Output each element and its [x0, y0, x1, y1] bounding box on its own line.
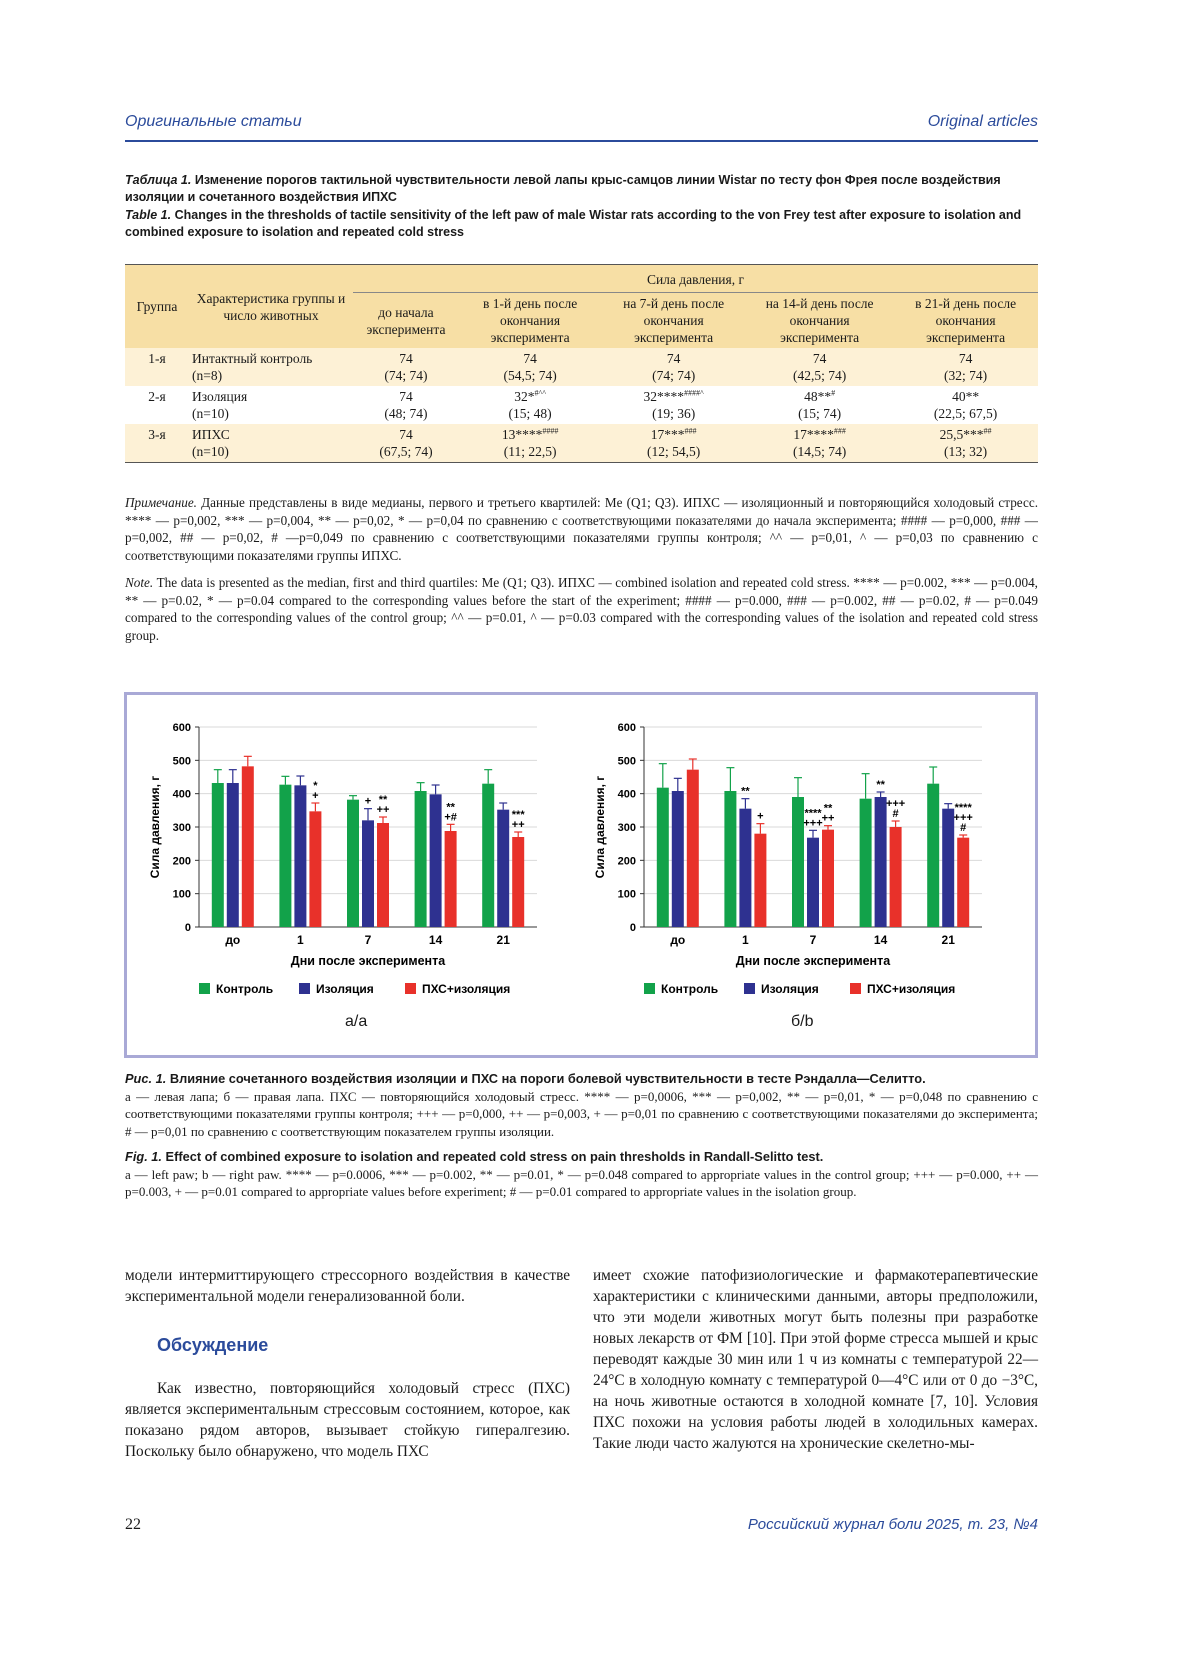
- x-tick-label: 1: [742, 933, 749, 947]
- significance-mark: +++: [953, 812, 973, 824]
- cell-value: [746, 348, 893, 386]
- median: 74: [399, 427, 413, 442]
- cell-characteristic: [189, 424, 353, 463]
- x-tick-label: до: [670, 933, 686, 947]
- significance-mark: +++: [803, 817, 823, 830]
- x-axis-label: Дни после эксперимента: [290, 954, 446, 968]
- bar: [512, 837, 524, 927]
- group-n: (n=10): [192, 444, 229, 459]
- bar: [672, 791, 684, 927]
- paragraph: Как известно, повторяющийся холодовый стресс (ПХС) является экспериментальным стрессовым состоянием, которое, как показано рядом авторов, вызывает стойкую гипералгезию. Поскольку было обнаружено, что модель ПХС: [125, 1380, 570, 1460]
- bar: [687, 770, 699, 927]
- table-row: [125, 386, 1038, 424]
- significance-mark: +: [364, 795, 372, 808]
- significance-mark: ***: [511, 809, 525, 821]
- cell-value: [353, 424, 459, 463]
- legend-label: Контроль: [216, 982, 274, 996]
- x-tick-label: до: [225, 933, 241, 947]
- bar: [377, 823, 389, 927]
- significance-mark: **: [876, 779, 885, 791]
- body-column-left: [125, 1265, 570, 1462]
- quartiles: (67,5; 74): [379, 444, 433, 459]
- y-tick-label: 600: [172, 722, 191, 734]
- bar: [957, 838, 969, 927]
- bar: [807, 838, 819, 927]
- bar: [347, 800, 359, 927]
- panel-label-b: б/b: [791, 1013, 814, 1030]
- y-axis-label: Сила давления, г: [593, 775, 607, 879]
- bar: [482, 784, 494, 927]
- cell-value: [459, 424, 601, 463]
- x-tick-label: 7: [364, 933, 372, 947]
- median: 48**: [804, 389, 832, 404]
- significance-mark: **: [823, 802, 833, 815]
- bar: [657, 788, 669, 927]
- significance-mark: ++: [821, 812, 835, 825]
- significance-mark: ++: [511, 819, 525, 831]
- figure-caption-ru: Рис. 1. Влияние сочетанного воздействия изоляции и ПХС на пороги болевой чувствительности в тесте Рэндалла—Селитто. а — левая лапа; б — правая лапа. ПХС — повторяющийся холодовый стресс. **** — p=0,0006, *** — p=0,002, ** — p=0,01, * — p=0,048 по сравнению с соответствующими показателями группы контроля; +++ — p=0,000, ++ — p=0,003, + — p=0,01 по сравнению с соответствующими показателями до эксперимента; # — p=0,01 по сравнению с соответствующим показателем группы изоляции.: [125, 1071, 1038, 1139]
- group-name: Изоляция: [192, 389, 248, 404]
- th-sub: до начала эксперимента: [366, 304, 446, 337]
- median: 74: [399, 389, 413, 404]
- bar: [294, 785, 306, 927]
- cell-characteristic: [189, 348, 353, 386]
- bar: [445, 831, 457, 927]
- th-characteristic: Характеристика группы и число животных: [196, 290, 346, 323]
- legend-swatch: [199, 983, 210, 994]
- significance-mark: *: [313, 780, 318, 792]
- sig-mark: #^^: [534, 388, 546, 398]
- quartiles: (74; 74): [384, 368, 428, 383]
- x-tick-label: 14: [428, 933, 443, 947]
- median: 25,5***: [939, 427, 984, 442]
- legend-swatch: [644, 983, 655, 994]
- th-sub: на 14-й день после окончания эксперимента: [765, 296, 874, 345]
- bar: [860, 799, 872, 927]
- y-tick-label: 200: [172, 855, 191, 868]
- significance-mark: **: [741, 785, 750, 798]
- quartiles: (48; 74): [384, 406, 428, 421]
- x-tick-label: 14: [873, 933, 888, 947]
- cell-value: [601, 424, 746, 463]
- y-tick-label: 0: [184, 922, 191, 934]
- bar: [890, 827, 902, 927]
- page-number: 22: [125, 1516, 141, 1533]
- quartiles: (74; 74): [652, 368, 696, 383]
- median: 74: [399, 351, 413, 366]
- x-tick-label: 21: [941, 933, 955, 947]
- significance-mark: ****: [954, 802, 972, 814]
- cell-value: [601, 386, 746, 424]
- figure-caption-en: Fig. 1. Effect of combined exposure to isolation and repeated cold stress on pain thresholds in Randall-Selitto test. a — left paw; b — right paw. **** — p=0.0006, *** — p=0.002, ** — p=0.01, * — p=0.048 compared to appropriate values in the control group; +++ — p=0.000, ++ — p=0.003, + — p=0.01 compared to appropriate values before experiment; # — p=0.01 compared to appropriate values in the isolation group.: [125, 1149, 1038, 1199]
- body-column-right: [593, 1265, 1038, 1454]
- bar: [415, 791, 427, 927]
- group-n: (n=8): [192, 368, 223, 383]
- significance-mark: **: [446, 801, 455, 814]
- cell-group: 2-я: [148, 389, 166, 404]
- sig-mark: ###: [833, 426, 846, 436]
- legend-swatch: [405, 983, 416, 994]
- median: 13****: [501, 427, 543, 442]
- median: 74: [666, 351, 681, 366]
- quartiles: (54,5; 74): [503, 368, 557, 383]
- bar: [362, 820, 374, 927]
- legend-swatch: [299, 983, 310, 994]
- significance-mark: +: [312, 790, 319, 802]
- significance-mark: #: [892, 808, 899, 820]
- th-group: Группа: [136, 299, 178, 314]
- median: 17****: [793, 427, 834, 442]
- cell-value: [893, 386, 1038, 424]
- y-tick-label: 600: [617, 722, 636, 734]
- cell-characteristic: [189, 386, 353, 424]
- bar: [724, 791, 736, 927]
- running-header-left: Оригинальные статьи: [125, 113, 302, 130]
- y-tick-label: 400: [172, 788, 191, 801]
- y-tick-label: 200: [617, 855, 636, 868]
- significance-mark: ++: [376, 804, 390, 816]
- group-name: ИПХС: [192, 427, 230, 442]
- cell-value: [353, 386, 459, 424]
- table-note-ru: Примечание. Данные представлены в виде медианы, первого и третьего квартилей: Me (Q1; Q3). ИПХС — изоляционный и повторяющийся холодовый стресс. **** — p=0,002, *** — p=0,004, ** — p=0,02, * — p=0,04 по сравнению с соответствующими показателями до начала эксперимента; #### — p=0,000, ### — p=0,002, ## — p=0,02, # —p=0,049 по сравнению с соответствующими показателями группы контроля; ^^ — p=0,01, ^ — p=0,03 по сравнению с соответствующими показателями группы ИПХС.: [125, 495, 1038, 563]
- significance-mark: +: [757, 810, 764, 823]
- significance-mark: +#: [444, 811, 457, 824]
- quartiles: (42,5; 74): [793, 368, 847, 383]
- significance-mark: +++: [885, 798, 906, 810]
- table-row: [125, 348, 1038, 386]
- y-tick-label: 0: [629, 922, 636, 934]
- cell-value: [746, 386, 893, 424]
- bar: [430, 794, 442, 927]
- cell-value: [601, 348, 746, 386]
- legend-swatch: [744, 983, 755, 994]
- quartiles: (32; 74): [944, 368, 988, 383]
- running-header-right: Original articles: [927, 113, 1038, 130]
- legend-label: Изоляция: [316, 982, 374, 996]
- y-axis-label: Сила давления, г: [148, 775, 162, 879]
- th-sub: в 1-й день после окончания эксперимента: [482, 296, 578, 345]
- cell-value: [459, 348, 601, 386]
- bar: [739, 809, 751, 927]
- median: 74: [523, 351, 537, 366]
- bar: [792, 797, 804, 927]
- cell-value: [746, 424, 893, 463]
- median: 32****: [643, 389, 684, 404]
- significance-mark: **: [378, 794, 388, 806]
- section-title: Обсуждение: [157, 1335, 269, 1355]
- paragraph: имеет схожие патофизиологические и фармакотерапевтические характеристики с клиническими данными, авторы предположили, что эти модели животных могут быть полезны при разработке новых лекарств от ФМ [10]. При этой форме стресса мышей и крыс переводят каждые 30 мин или 1 ч из комнаты с температурой 22—24°C в холодную комнату с температурой 0—4°C или от 0 до −3°C, на ночь животные остаются в холодной комнате [7, 10]. Условия ПХС похожи на условия работы людей в холодильных камерах. Такие люди часто жалуются на хронические скелетно-мы-: [593, 1267, 1038, 1452]
- legend-label: ПХС+изоляция: [867, 982, 956, 996]
- bar: [227, 783, 239, 927]
- median: 74: [812, 351, 827, 366]
- cell-value: [459, 386, 601, 424]
- sig-mark: ##: [983, 426, 992, 436]
- quartiles: (13; 32): [944, 444, 988, 459]
- x-tick-label: 7: [809, 933, 817, 947]
- bar: [279, 785, 291, 927]
- median: 17***: [650, 427, 685, 442]
- y-tick-label: 400: [617, 788, 636, 801]
- x-axis-label: Дни после эксперимента: [735, 954, 891, 968]
- quartiles: (15; 74): [798, 406, 842, 421]
- legend-swatch: [850, 983, 861, 994]
- sig-mark: #: [831, 388, 836, 398]
- bar: [875, 797, 887, 927]
- table-note-en: Note. The data is presented as the median, first and third quartiles: Me (Q1; Q3). ИПХС — combined isolation and repeated cold stress. **** — p=0.002, *** — p=0.004, ** — p=0.02, * — p=0.04 compared to the corresponding values before the start of the experiment; #### — p=0.000, ### — p=0.002, ## — p=0.02, # — p=0.049 compared to the corresponding values of the control group; ^^ — p=0.01, ^ — p=0.03 compared with the corresponding values of the isolation and repeated cold stress group.: [125, 575, 1038, 643]
- bar: [242, 766, 254, 927]
- bar: [822, 830, 834, 927]
- quartiles: (14,5; 74): [793, 444, 847, 459]
- bar: [212, 783, 224, 927]
- figure-1: [124, 692, 1038, 1058]
- th-force: Сила давления, г: [353, 265, 1038, 293]
- bar: [942, 809, 954, 927]
- quartiles: (11; 22,5): [503, 444, 557, 459]
- panel-label-a: а/a: [345, 1013, 368, 1030]
- quartiles: (22,5; 67,5): [933, 406, 998, 421]
- y-tick-label: 100: [617, 888, 636, 901]
- chart-panel-a: [137, 705, 577, 1005]
- sig-mark: ###: [684, 426, 697, 436]
- paragraph: модели интермиттирующего стрессорного воздействия в качестве экспериментальной модели генерализованной боли.: [125, 1267, 570, 1305]
- header-rule: [125, 140, 1038, 142]
- table-row: [125, 424, 1038, 463]
- legend-label: Изоляция: [761, 982, 819, 996]
- cell-value: [353, 348, 459, 386]
- sig-mark: ####: [542, 426, 559, 436]
- x-tick-label: 1: [297, 933, 304, 947]
- median: 32*: [514, 389, 535, 404]
- x-tick-label: 21: [496, 933, 510, 947]
- bar: [309, 811, 321, 927]
- journal-footer: Российский журнал боли 2025, т. 23, №4: [747, 1516, 1038, 1533]
- legend-label: Контроль: [661, 982, 719, 996]
- y-tick-label: 500: [172, 755, 191, 768]
- sig-mark: ####^: [684, 388, 704, 398]
- legend-label: ПХС+изоляция: [422, 982, 511, 996]
- quartiles: (15; 48): [508, 406, 552, 421]
- y-tick-label: 500: [617, 755, 636, 768]
- th-sub: в 21-й день после окончания эксперимента: [915, 296, 1017, 345]
- bar: [754, 834, 766, 927]
- group-name: Интактный контроль: [192, 351, 313, 366]
- bar: [497, 810, 509, 927]
- quartiles: (12; 54,5): [647, 444, 701, 459]
- y-tick-label: 300: [172, 822, 191, 834]
- cell-group: 1-я: [148, 351, 166, 366]
- y-tick-label: 300: [617, 822, 636, 834]
- quartiles: (19; 36): [652, 406, 696, 421]
- significance-mark: ****: [804, 807, 822, 820]
- y-tick-label: 100: [172, 888, 191, 901]
- table-caption-ru: Таблица 1. Изменение порогов тактильной чувствительности левой лапы крыс-самцов линии Wistar по тесту фон Фрея после воздействия изоляции и сочетанного воздействия ИПХС: [125, 173, 1001, 204]
- results-table: [125, 264, 1038, 463]
- th-sub: на 7-й день после окончания эксперимента: [623, 296, 725, 345]
- cell-value: [893, 424, 1038, 463]
- significance-mark: #: [960, 822, 967, 834]
- group-n: (n=10): [192, 406, 229, 421]
- cell-group: 3-я: [148, 427, 166, 442]
- table-caption-en: Table 1. Changes in the thresholds of tactile sensitivity of the left paw of male Wistar rats according to the von Frey test after exposure to isolation and combined exposure to isolation and repeated cold stress: [125, 208, 1022, 239]
- bar: [927, 784, 939, 927]
- chart-panel-b: [582, 705, 1022, 1005]
- median: 74: [958, 351, 973, 366]
- median: 40**: [952, 389, 980, 404]
- cell-value: [893, 348, 1038, 386]
